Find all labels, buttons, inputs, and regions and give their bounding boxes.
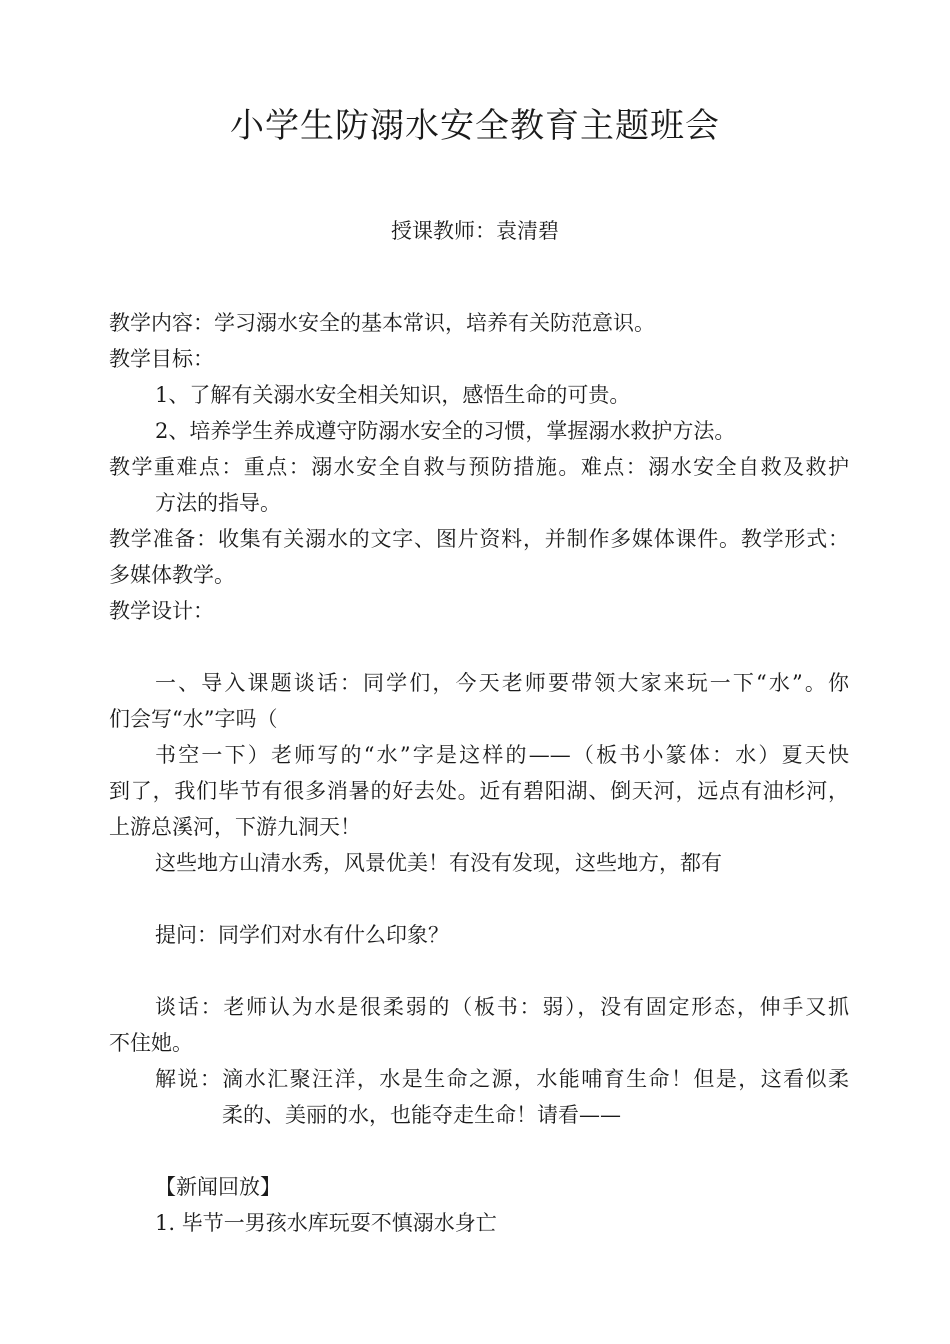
writing-paragraph-line-3: 上游总溪河，下游九洞天！ xyxy=(109,815,361,839)
teacher-line: 授课教师：袁清碧 xyxy=(391,219,559,243)
teaching-design-heading: 教学设计： xyxy=(109,599,214,623)
news-replay-heading: 【新闻回放】 xyxy=(155,1175,281,1199)
spacer xyxy=(109,1133,849,1169)
scenery-paragraph: 这些地方山清水秀，风景优美！有没有发现，这些地方，都有 xyxy=(155,851,722,875)
intro-paragraph-continued: 们会写“水”字吗（ xyxy=(109,707,278,731)
spacer xyxy=(109,629,849,665)
talk-paragraph-continued: 不住她。 xyxy=(109,1031,193,1055)
writing-paragraph-line-2: 到了，我们毕节有很多消暑的好去处。近有碧阳湖、倒天河，远点有油杉河， xyxy=(109,779,849,803)
document-body xyxy=(109,305,849,1241)
intro-paragraph: 一、导入课题谈话：同学们，今天老师要带领大家来玩一下“水”。你 xyxy=(155,671,849,695)
page-title: 小学生防溺水安全教育主题班会 xyxy=(230,106,720,146)
teaching-goals-heading: 教学目标： xyxy=(109,347,214,371)
goal-item-1: 1、了解有关溺水安全相关知识，感悟生命的可贵。 xyxy=(155,383,631,407)
talk-paragraph: 谈话：老师认为水是很柔弱的（板书：弱），没有固定形态，伸手又抓 xyxy=(155,995,849,1019)
key-points: 教学重难点：重点：溺水安全自救与预防措施。难点：溺水安全自救及救护 xyxy=(109,455,849,479)
news-item-1: 1. 毕节一男孩水库玩耍不慎溺水身亡 xyxy=(155,1211,497,1235)
explanation-paragraph-continued: 柔的、美丽的水，也能夺走生命！请看—— xyxy=(222,1103,621,1127)
spacer xyxy=(109,881,849,917)
explanation-paragraph: 解说：滴水汇聚汪洋，水是生命之源，水能哺育生命！但是，这看似柔 xyxy=(155,1067,849,1091)
question-paragraph: 提问：同学们对水有什么印象？ xyxy=(155,923,449,947)
goal-item-2: 2、培养学生养成遵守防溺水安全的习惯，掌握溺水救护方法。 xyxy=(155,419,736,443)
teaching-preparation-continued: 多媒体教学。 xyxy=(109,563,235,587)
spacer xyxy=(109,953,849,989)
writing-paragraph: 书空一下）老师写的“水”字是这样的——（板书小篆体：水）夏天快 xyxy=(155,743,849,767)
teaching-content: 教学内容：学习溺水安全的基本常识，培养有关防范意识。 xyxy=(109,311,655,335)
key-points-continued: 方法的指导。 xyxy=(155,491,281,515)
teaching-preparation: 教学准备：收集有关溺水的文字、图片资料，并制作多媒体课件。教学形式： xyxy=(109,527,849,551)
